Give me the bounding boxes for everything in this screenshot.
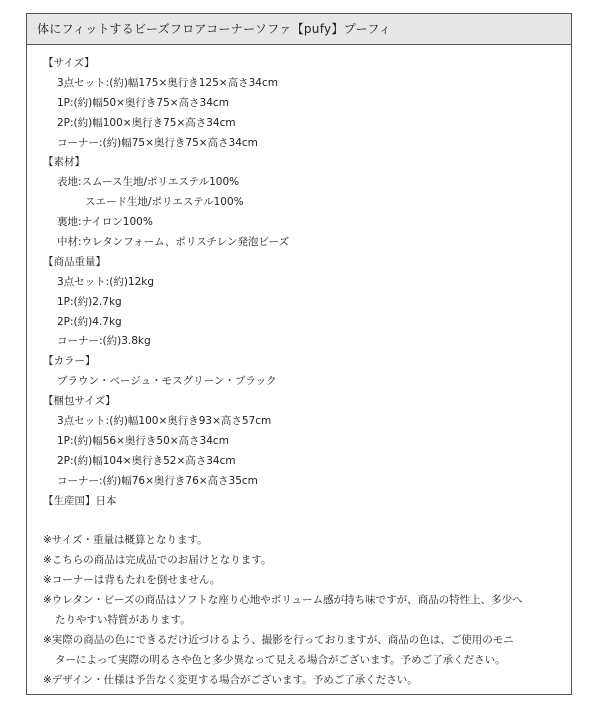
size-line: 1P:(約)幅50×奥行き75×高さ34cm [57,96,229,109]
material-heading: 【素材】 [43,156,85,169]
package-line: 3点セット:(約)幅100×奥行き93×高さ57cm [57,415,272,428]
spec-content [27,45,571,691]
material-surface: 表地:スムース生地/ポリエステル100% [57,176,240,189]
material-filling: 中材:ウレタンフォーム、ポリスチレン発泡ビーズ [57,236,290,249]
material-lining: 裏地:ナイロン100% [57,216,153,229]
note-line: ※実際の商品の色にできるだけ近づけるよう、撮影を行っておりますが、商品の色は、ご使用のモニ [43,633,514,646]
size-heading: 【サイズ】 [43,57,95,69]
package-line: コーナー:(約)幅76×奥行き76×高さ35cm [57,474,258,487]
note-line: ※サイズ・重量は概算となります。 [43,534,208,547]
product-title: 体にフィットするビーズフロアコーナーソファ【pufy】プーフィ [27,14,571,45]
note-line: ※コーナーは背もたれを倒せません。 [43,574,221,587]
note-line-continued: ターによって実際の明るさや色と多少異なって見える場合がございます。予めご了承ください。 [55,653,506,666]
package-heading: 【梱包サイズ】 [43,395,116,408]
package-line: 2P:(約)幅104×奥行き52×高さ34cm [57,454,236,467]
package-line: 1P:(約)幅56×奥行き50×高さ34cm [57,434,229,447]
spec-panel [26,13,572,695]
color-heading: 【カラー】 [43,355,96,368]
weight-line: 2P:(約)4.7kg [57,315,122,328]
weight-line: 3点セット:(約)12kg [57,275,155,288]
size-line: 3点セット:(約)幅175×奥行き125×高さ34cm [57,76,278,89]
origin-line: 【生産国】日本 [43,494,117,507]
spacer [43,511,571,531]
weight-line: コーナー:(約)3.8kg [57,335,151,348]
weight-heading: 【商品重量】 [43,255,106,268]
size-line: 2P:(約)幅100×奥行き75×高さ34cm [57,116,236,129]
color-value: ブラウン・ベージュ・モスグリーン・ブラック [57,375,277,388]
note-line-continued: たりやすい特質があります。 [55,614,191,627]
note-line: ※ウレタン・ビーズの商品はソフトな座り心地やボリューム感が持ち味ですが、商品の特性上、多少へ [43,594,523,607]
weight-line: 1P:(約)2.7kg [57,295,122,308]
material-surface-alt: スエード生地/ポリエステル100% [85,196,244,209]
note-line: ※こちらの商品は完成品でのお届けとなります。 [43,554,272,567]
size-line: コーナー:(約)幅75×奥行き75×高さ34cm [57,136,258,149]
note-line: ※デザイン・仕様は予告なく変更する場合がございます。予めご了承ください。 [43,673,418,686]
